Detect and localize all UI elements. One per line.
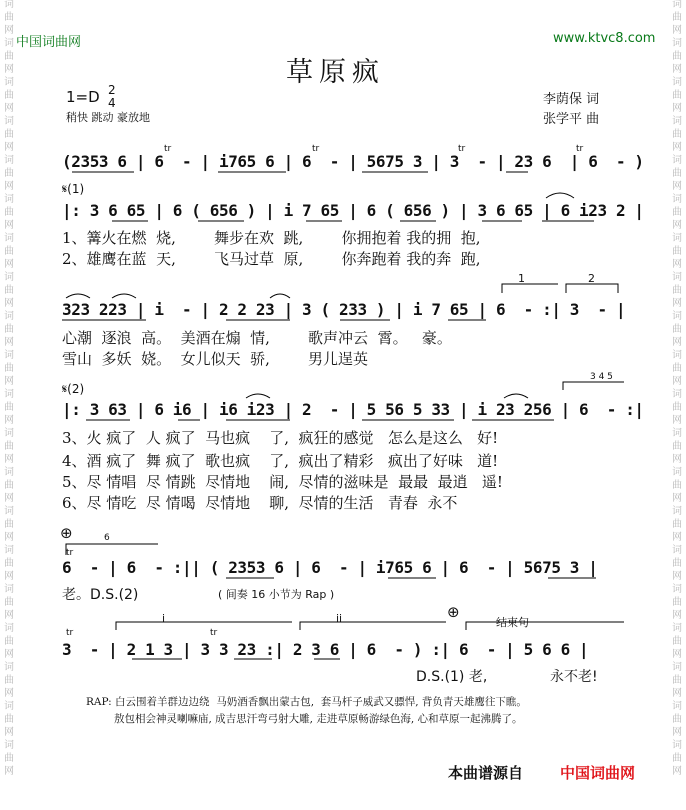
- lyric-verse-6: 6、尽 情吃 尽 情喝 尽情地 聊, 尽情的生活 青春 永不: [62, 494, 458, 512]
- watermark-char: 词: [672, 389, 682, 400]
- watermark-char: 曲: [4, 324, 14, 335]
- watermark-char: 网: [672, 259, 682, 270]
- watermark-char: 网: [672, 727, 682, 738]
- tempo-marking: 稍快 跳动 豪放地: [66, 111, 150, 124]
- time-signature-bottom: 4: [108, 96, 116, 110]
- watermark-char: 词: [4, 0, 14, 10]
- composer-credit: 张学平 曲: [543, 112, 600, 127]
- watermark-char: 词: [4, 38, 14, 49]
- lyric-verse-5: 5、尽 情唱 尽 情跳 尽情地 闹, 尽情的滋味是 最最 最逍 遥!: [62, 473, 503, 491]
- watermark-char: 曲: [4, 519, 14, 530]
- watermark-char: 曲: [672, 51, 682, 62]
- watermark-char: 网: [672, 220, 682, 231]
- watermark-char: 曲: [672, 597, 682, 608]
- watermark-char: 词: [4, 428, 14, 439]
- coda-icon: ⊕: [447, 603, 460, 621]
- rap-line-1: RAP: 白云围着羊群边边绕 马奶酒香飘出蒙古包, 套马杆子威武又骠悍, 背负青天雄鹰往下瞧。: [86, 696, 527, 708]
- site-url-text: www.ktvc8.com: [553, 31, 656, 46]
- watermark-char: 网: [4, 25, 14, 36]
- lyric-verse-2b: 雪山 多妖 娆。 女儿似天 骄, 男儿逞英: [62, 350, 369, 368]
- source-site-name: 中国词曲网: [560, 764, 636, 782]
- lyric-verse-1b: 心潮 逐浪 高。 美酒在煽 情, 歌声冲云 霄。 豪。: [62, 329, 452, 347]
- volta-345-label: 3 4 5: [590, 372, 613, 382]
- volta-6-label: 6: [104, 533, 110, 543]
- watermark-char: 网: [4, 64, 14, 75]
- time-signature-top: 2: [108, 83, 116, 97]
- watermark-char: 词: [4, 272, 14, 283]
- watermark-char: 词: [672, 701, 682, 712]
- watermark-char: 曲: [672, 324, 682, 335]
- watermark-char: 曲: [672, 753, 682, 764]
- watermark-char: 曲: [672, 168, 682, 179]
- watermark-char: 词: [672, 740, 682, 751]
- lyricist-credit: 李荫保 词: [543, 92, 600, 107]
- watermark-char: 词: [672, 272, 682, 283]
- watermark-char: 词: [4, 233, 14, 244]
- watermark-char: 网: [672, 688, 682, 699]
- volta-i-label: i: [162, 612, 166, 625]
- watermark-char: 曲: [672, 129, 682, 140]
- watermark-char: 曲: [4, 168, 14, 179]
- song-title: 草原疯: [286, 57, 385, 88]
- coda-icon: ⊕: [60, 524, 73, 542]
- watermark-char: 词: [672, 584, 682, 595]
- watermark-char: 网: [672, 298, 682, 309]
- ending-lyric-ds2: 老。D.S.(2): [62, 587, 139, 603]
- watermark-char: 曲: [4, 12, 14, 23]
- watermark-char: 词: [672, 662, 682, 673]
- watermark-char: 曲: [672, 480, 682, 491]
- watermark-char: 网: [672, 103, 682, 114]
- watermark-char: 网: [4, 142, 14, 153]
- watermark-char: 词: [672, 38, 682, 49]
- watermark-char: 网: [672, 337, 682, 348]
- watermark-char: 曲: [672, 675, 682, 686]
- volta-2-label: 2: [588, 272, 595, 285]
- watermark-char: 曲: [672, 285, 682, 296]
- watermark-char: 网: [4, 649, 14, 660]
- watermark-char: 曲: [672, 246, 682, 257]
- watermark-char: 网: [4, 454, 14, 465]
- watermark-char: 网: [672, 454, 682, 465]
- watermark-char: 网: [4, 610, 14, 621]
- watermark-char: 网: [672, 493, 682, 504]
- watermark-char: 网: [672, 181, 682, 192]
- watermark-char: 词: [672, 77, 682, 88]
- watermark-char: 词: [4, 311, 14, 322]
- watermark-char: 网: [672, 415, 682, 426]
- watermark-char: 曲: [672, 90, 682, 101]
- notation-system-6: 3 - | 2 1 3 | 3 3 23 :| 2 3 6 | 6 - ) :| 6 - | 5 6 6 |: [62, 640, 589, 659]
- watermark-char: 词: [4, 662, 14, 673]
- trill-mark: tr: [576, 144, 584, 154]
- segno-2-mark: 𝄋(2): [62, 382, 85, 396]
- watermark-char: 词: [4, 77, 14, 88]
- watermark-char: 词: [672, 467, 682, 478]
- interlude-note: ( 间奏 16 小节为 Rap ): [218, 588, 335, 601]
- watermark-char: 网: [672, 376, 682, 387]
- watermark-char: 曲: [4, 675, 14, 686]
- watermark-char: 词: [672, 623, 682, 634]
- notation-system-2: |: 3 6 65 | 6 ( 656 ) | i 7 65 | 6 ( 656 ) | 3 6 65 | 6 i23 2 |: [62, 201, 644, 220]
- watermark-char: 曲: [672, 558, 682, 569]
- watermark-char: 网: [672, 142, 682, 153]
- watermark-char: 曲: [4, 558, 14, 569]
- watermark-char: 词: [672, 155, 682, 166]
- watermark-char: 网: [672, 610, 682, 621]
- trill-mark: tr: [458, 144, 466, 154]
- watermark-char: 词: [672, 0, 682, 10]
- watermark-char: 网: [4, 337, 14, 348]
- watermark-char: 词: [4, 623, 14, 634]
- watermark-char: 曲: [4, 207, 14, 218]
- trill-mark: tr: [164, 144, 172, 154]
- watermark-char: 网: [4, 376, 14, 387]
- watermark-char: 词: [672, 350, 682, 361]
- watermark-char: 网: [672, 649, 682, 660]
- watermark-char: 网: [672, 532, 682, 543]
- watermark-char: 曲: [672, 636, 682, 647]
- watermark-char: 网: [4, 298, 14, 309]
- watermark-char: 词: [672, 194, 682, 205]
- watermark-char: 词: [4, 194, 14, 205]
- watermark-char: 网: [4, 688, 14, 699]
- watermark-char: 网: [4, 532, 14, 543]
- watermark-char: 曲: [4, 129, 14, 140]
- watermark-char: 词: [4, 116, 14, 127]
- watermark-char: 网: [4, 103, 14, 114]
- ds1-lyric: D.S.(1) 老,: [416, 669, 488, 685]
- watermark-char: 曲: [672, 363, 682, 374]
- watermark-char: 曲: [4, 636, 14, 647]
- watermark-char: 词: [672, 233, 682, 244]
- watermark-char: 曲: [4, 753, 14, 764]
- watermark-char: 曲: [4, 402, 14, 413]
- watermark-char: 曲: [4, 597, 14, 608]
- ending-label: 结束句: [496, 616, 529, 629]
- trill-mark: tr: [312, 144, 320, 154]
- source-label: 本曲谱源自: [448, 764, 524, 782]
- final-lyric: 永不老!: [550, 669, 598, 685]
- lyric-verse-4: 4、酒 疯了 舞 疯了 歌也疯 了, 疯出了精彩 疯出了好味 道!: [62, 452, 499, 470]
- watermark-char: 词: [4, 584, 14, 595]
- watermark-char: 曲: [672, 519, 682, 530]
- watermark-char: 曲: [672, 441, 682, 452]
- notation-system-1: (2353 6 | 6 - | i765 6 | 6 - | 5675 3 | 3 - | 23 6 | 6 - ): [62, 152, 644, 171]
- volta-ii-label: ii: [336, 612, 343, 625]
- watermark-char: 曲: [4, 441, 14, 452]
- watermark-char: 曲: [4, 363, 14, 374]
- watermark-char: 曲: [672, 402, 682, 413]
- watermark-char: 词: [672, 311, 682, 322]
- watermark-char: 网: [4, 415, 14, 426]
- watermark-char: 曲: [4, 714, 14, 725]
- segno-1-mark: 𝄋(1): [62, 182, 85, 196]
- watermark-char: 网: [672, 571, 682, 582]
- lyric-verse-2a: 2、雄鹰在蓝 天, 飞马过草 原, 你奔跑着 我的奔 跑,: [62, 250, 481, 268]
- watermark-char: 曲: [672, 12, 682, 23]
- site-logo-text: 中国词曲网: [16, 35, 82, 50]
- watermark-char: 网: [4, 220, 14, 231]
- trill-mark: tr: [66, 628, 74, 638]
- watermark-char: 词: [4, 701, 14, 712]
- watermark-char: 词: [4, 506, 14, 517]
- watermark-char: 曲: [672, 207, 682, 218]
- trill-mark: tr: [66, 548, 74, 558]
- watermark-char: 曲: [4, 480, 14, 491]
- watermark-char: 词: [672, 116, 682, 127]
- volta-1-label: 1: [518, 272, 525, 285]
- watermark-char: 词: [4, 350, 14, 361]
- watermark-char: 网: [672, 64, 682, 75]
- notation-system-3: 323 223 | i - | 2 2 23 | 3 ( 233 ) | i 7 65 | 6 - :| 3 - |: [62, 300, 626, 319]
- watermark-char: 词: [4, 389, 14, 400]
- watermark-char: 曲: [4, 246, 14, 257]
- watermark-char: 曲: [4, 285, 14, 296]
- watermark-char: 曲: [4, 51, 14, 62]
- watermark-char: 曲: [4, 90, 14, 101]
- watermark-char: 词: [672, 428, 682, 439]
- notation-system-4: |: 3 63 | 6 i6 | i6 i23 | 2 - | 5 56 5 33 | i 23 256 | 6 - :|: [62, 400, 644, 419]
- watermark-char: 网: [4, 259, 14, 270]
- watermark-char: 网: [672, 766, 682, 777]
- watermark-char: 网: [4, 727, 14, 738]
- key-signature: 1=D: [66, 88, 100, 106]
- lyric-verse-3: 3、火 疯了 人 疯了 马也疯 了, 疯狂的感觉 怎么是这么 好!: [62, 429, 499, 447]
- watermark-char: 网: [4, 493, 14, 504]
- watermark-char: 词: [4, 467, 14, 478]
- watermark-char: 词: [4, 740, 14, 751]
- watermark-char: 网: [672, 25, 682, 36]
- watermark-char: 网: [4, 766, 14, 777]
- trill-mark: tr: [210, 628, 218, 638]
- watermark-char: 词: [4, 155, 14, 166]
- notation-system-5: 6 - | 6 - :|| ( 2353 6 | 6 - | i765 6 | 6 - | 5675 3 |: [62, 558, 598, 577]
- rap-line-2: 敖包相会神灵喇嘛庙, 成吉思汗弯弓射大雕, 走进草原畅游绿色海, 心和草原一起沸腾了。: [114, 713, 523, 725]
- watermark-char: 网: [4, 181, 14, 192]
- watermark-char: 网: [4, 571, 14, 582]
- watermark-char: 词: [672, 545, 682, 556]
- lyric-verse-1a: 1、篝火在燃 烧, 舞步在欢 跳, 你拥抱着 我的拥 抱,: [62, 229, 481, 247]
- watermark-char: 词: [4, 545, 14, 556]
- watermark-char: 曲: [672, 714, 682, 725]
- watermark-char: 词: [672, 506, 682, 517]
